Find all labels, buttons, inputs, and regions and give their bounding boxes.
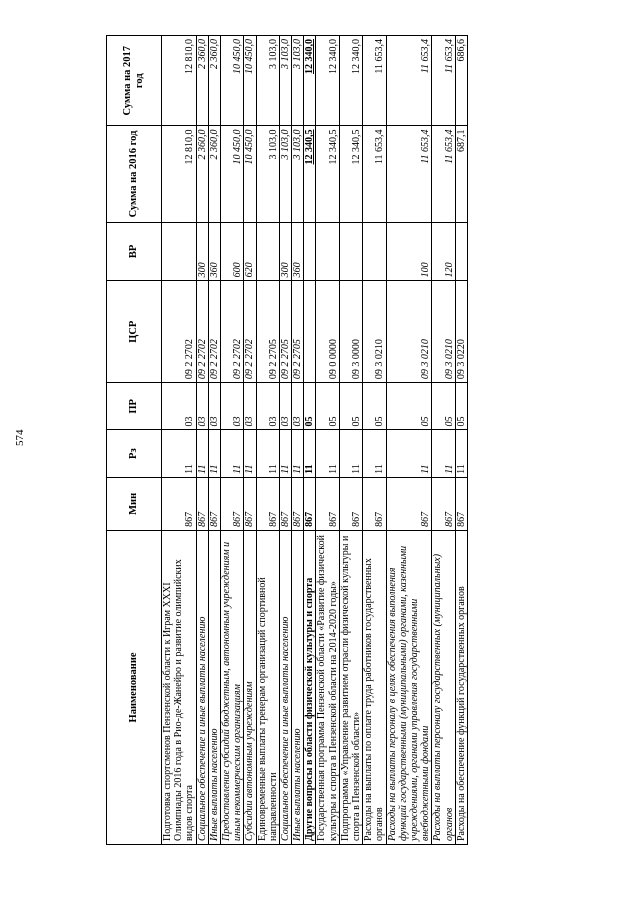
cell-sum-2017: 2 360,0 [196,36,208,126]
cell-rz: 11 [455,430,467,477]
cell-csr: 09 2 2702 [162,281,197,383]
cell-name: Иные выплаты населению [292,530,304,844]
cell-min: 867 [304,477,316,530]
cell-min: 867 [220,477,243,530]
table-row [162,36,197,845]
cell-vr [339,222,362,281]
cell-sum-2017: 686,6 [455,36,467,126]
cell-csr: 09 3 0220 [455,281,467,383]
budget-table [106,35,468,845]
cell-sum-2017: 3 103,0 [256,36,279,126]
cell-vr: 600 [220,222,243,281]
cell-vr [162,222,197,281]
cell-csr: 09 3 0210 [363,281,386,383]
table-row [256,36,279,845]
cell-min: 867 [208,477,220,530]
cell-rz: 11 [339,430,362,477]
cell-min: 867 [339,477,362,530]
cell-sum-2017: 12 340,0 [316,36,339,126]
cell-pr: 05 [455,383,467,430]
cell-pr: 03 [208,383,220,430]
table-row [363,36,386,845]
table-row [339,36,362,845]
table-row [208,36,220,845]
cell-name: Другие вопросы в области физической культуры и спорта [304,530,316,844]
cell-csr: 09 0 0000 [316,281,339,383]
cell-min: 867 [455,477,467,530]
cell-csr: 09 2 2702 [208,281,220,383]
table-row [244,36,256,845]
cell-sum-2016: 12 340,5 [339,126,362,222]
cell-name: Подпрограмма «Управление развитием отрасли физической культуры и спорта в Пензенской области» [339,530,362,844]
cell-min: 867 [196,477,208,530]
cell-sum-2017: 10 450,0 [220,36,243,126]
cell-sum-2017: 12 810,0 [162,36,197,126]
cell-csr: 09 3 0000 [339,281,362,383]
cell-rz: 11 [162,430,197,477]
cell-sum-2016: 3 103,0 [292,126,304,222]
table-row [432,36,455,845]
cell-sum-2016: 3 103,0 [279,126,291,222]
cell-min: 867 [432,477,455,530]
cell-sum-2017: 11 653,4 [363,36,386,126]
rotated-table-container [106,35,526,845]
cell-vr [256,222,279,281]
cell-rz: 11 [432,430,455,477]
cell-name: Расходы на обеспечение функций государственных органов [455,530,467,844]
cell-vr [363,222,386,281]
cell-name: Субсидии автономным учреждениям [244,530,256,844]
cell-sum-2016: 12 340,5 [316,126,339,222]
cell-pr: 05 [386,383,432,430]
table-row [455,36,467,845]
cell-sum-2016: 3 103,0 [256,126,279,222]
cell-vr: 300 [279,222,291,281]
page-number: 574 [14,429,26,446]
cell-sum-2017: 10 450,0 [244,36,256,126]
cell-min: 867 [244,477,256,530]
cell-sum-2016: 11 653,4 [432,126,455,222]
cell-sum-2016: 687,1 [455,126,467,222]
cell-min: 867 [292,477,304,530]
header-min: Мин [107,477,162,530]
cell-rz: 11 [386,430,432,477]
cell-min: 867 [162,477,197,530]
cell-min: 867 [363,477,386,530]
cell-pr: 05 [339,383,362,430]
cell-sum-2016: 12 340,5 [304,126,316,222]
cell-csr: 09 3 0210 [432,281,455,383]
cell-csr: 09 3 0210 [386,281,432,383]
cell-sum-2017: 3 103,0 [292,36,304,126]
table-row [316,36,339,845]
cell-vr: 620 [244,222,256,281]
cell-rz: 11 [363,430,386,477]
cell-sum-2016: 10 450,0 [220,126,243,222]
cell-pr: 05 [304,383,316,430]
cell-rz: 11 [244,430,256,477]
cell-sum-2016: 11 653,4 [386,126,432,222]
header-csr: ЦСР [107,281,162,383]
cell-pr: 03 [220,383,243,430]
cell-name: Социальное обеспечение и иные выплаты населению [279,530,291,844]
cell-rz: 11 [220,430,243,477]
cell-rz: 11 [292,430,304,477]
table-body [162,36,468,845]
cell-vr [304,222,316,281]
cell-csr: 09 2 2702 [220,281,243,383]
cell-csr: 09 2 2705 [292,281,304,383]
cell-name: Единовременные выплаты тренерам организаций спортивной направленности [256,530,279,844]
table-row [196,36,208,845]
cell-rz: 11 [279,430,291,477]
header-rz: Рз [107,430,162,477]
cell-min: 867 [256,477,279,530]
table-row [279,36,291,845]
cell-sum-2017: 11 653,4 [432,36,455,126]
cell-vr: 360 [292,222,304,281]
cell-sum-2017: 11 653,4 [386,36,432,126]
cell-pr: 05 [363,383,386,430]
cell-name: Предоставление субсидий бюджетным, автономным учреждениям и иным некоммерческим организациям [220,530,243,844]
cell-pr: 03 [162,383,197,430]
cell-sum-2017: 12 340,0 [304,36,316,126]
cell-vr [316,222,339,281]
cell-min: 867 [316,477,339,530]
cell-csr: 09 2 2705 [256,281,279,383]
table-row [304,36,316,845]
cell-rz: 11 [256,430,279,477]
header-sum-2016: Сумма на 2016 год [107,126,162,222]
cell-vr: 100 [386,222,432,281]
header-sum-2017: Сумма на 2017 год [107,36,162,126]
cell-min: 867 [279,477,291,530]
cell-csr: 09 2 2702 [244,281,256,383]
cell-csr: 09 2 2705 [279,281,291,383]
cell-pr: 05 [432,383,455,430]
cell-vr: 360 [208,222,220,281]
header-name: Наименование [107,530,162,844]
cell-name: Государственная программа Пензенской области «Развитие физической культуры и спорта в Пензенской области на 2014-2020 годы» [316,530,339,844]
cell-name: Подготовка спортсменов Пензенской области к Играм XXXI Олимпиады 2016 года в Рио-де-Жанейро и развитие олимпийских видов спорта [162,530,197,844]
cell-sum-2017: 12 340,0 [339,36,362,126]
cell-sum-2016: 2 360,0 [196,126,208,222]
cell-pr: 05 [316,383,339,430]
cell-rz: 11 [304,430,316,477]
cell-sum-2016: 10 450,0 [244,126,256,222]
table-row [292,36,304,845]
cell-sum-2016: 2 360,0 [208,126,220,222]
cell-csr: 09 2 2702 [196,281,208,383]
table-row [386,36,432,845]
cell-rz: 11 [316,430,339,477]
cell-sum-2016: 11 653,4 [363,126,386,222]
table-header-row [107,36,162,845]
header-vr: ВР [107,222,162,281]
cell-sum-2017: 2 360,0 [208,36,220,126]
cell-pr: 03 [279,383,291,430]
cell-pr: 03 [256,383,279,430]
table-row [220,36,243,845]
cell-sum-2017: 3 103,0 [279,36,291,126]
cell-vr: 300 [196,222,208,281]
cell-sum-2016: 12 810,0 [162,126,197,222]
cell-min: 867 [386,477,432,530]
cell-pr: 03 [292,383,304,430]
cell-name: Иные выплаты населению [208,530,220,844]
header-pr: ПР [107,383,162,430]
cell-name: Расходы на выплаты персоналу государственных (муниципальных) органов [432,530,455,844]
cell-name: Расходы на выплаты персоналу в целях обеспечения выполнения функций государственными (муниципальными) органами, казенными учреждениями, органами управления государственными внебюджетными фондами [386,530,432,844]
cell-pr: 03 [244,383,256,430]
cell-rz: 11 [208,430,220,477]
cell-vr: 120 [432,222,455,281]
cell-rz: 11 [196,430,208,477]
cell-name: Социальное обеспечение и иные выплаты населению [196,530,208,844]
cell-vr [455,222,467,281]
cell-name: Расходы на выплаты по оплате труда работников государственных органов [363,530,386,844]
cell-csr [304,281,316,383]
cell-pr: 03 [196,383,208,430]
